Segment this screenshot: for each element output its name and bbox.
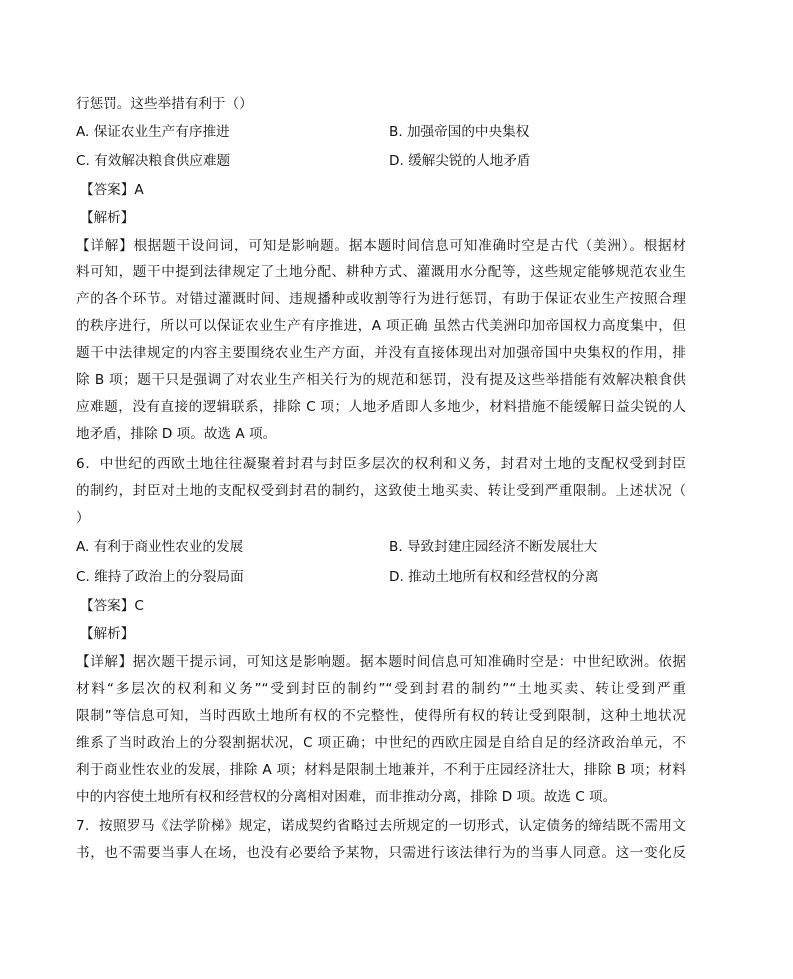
q5-answer: 【答案】A	[80, 182, 144, 198]
q6-option-a: A. 有利于商业性农业的发展	[76, 539, 244, 555]
q6-detail-line: 材料“多层次的权利和义务”“受到封臣的制约”“受到封君的制约”“土地买卖、转让受到严重	[76, 681, 686, 697]
q5-detail-line: 料可知，题干中提到法律规定了土地分配、耕种方式、灌溉用水分配等，这些规定能够规范农业生	[76, 264, 686, 280]
q5-option-a: A. 保证农业生产有序推进	[76, 124, 230, 140]
q5-option-d: D. 缓解尖锐的人地矛盾	[389, 153, 531, 169]
q6-option-d: D. 推动土地所有权和经营权的分离	[389, 569, 599, 585]
q5-detail-line: 除 B 项；题干只是强调了对农业生产相关行为的规范和惩罚，没有提及这些举措能有效解决粮食供	[76, 372, 686, 388]
q6-option-b: B. 导致封建庄园经济不断发展壮大	[389, 539, 598, 555]
q6-detail-line: 中的内容使土地所有权和经营权的分离相对困难，而非推动分离，排除 D 项。故选 C 项。	[76, 789, 617, 805]
q6-detail-line: 维系了当时政治上的分裂割据状况，C 项正确；中世纪的西欧庄园是自给自足的经济政治单元，不	[76, 735, 686, 751]
q6-detail-line: 限制”等信息可知，当时西欧土地所有权的不完整性，使得所有权的转让受到限制，这种土地状况	[76, 708, 686, 724]
q5-analysis-title: 【解析】	[80, 210, 135, 226]
q7-stem-line: 书，也不需要当事人在场，也没有必要给予某物，只需进行该法律行为的当事人同意。这一变化反	[76, 845, 686, 861]
q5-detail-line: 产的各个环节。对错过灌溉时间、违规播种或收割等行为进行惩罚，有助于保证农业生产按照合理	[76, 291, 686, 307]
q5-detail-line: 题干中法律规定的内容主要围绕农业生产方面，并没有直接体现出对加强帝国中央集权的作用，排	[76, 345, 686, 361]
q6-stem-line: 6．中世纪的西欧土地往往凝聚着封君与封臣多层次的权利和义务，封君对土地的支配权受到封臣	[76, 456, 686, 472]
q5-stem-end: 行惩罚。这些举措有利于（）	[76, 96, 253, 112]
q6-stem-line: ）	[76, 510, 90, 526]
q7-stem-line: 7．按照罗马《法学阶梯》规定，诺成契约省略过去所规定的一切形式，认定债务的缔结既不需用文	[76, 818, 686, 834]
q5-option-b: B. 加强帝国的中央集权	[389, 124, 530, 140]
q5-detail-line: 的秩序进行，所以可以保证农业生产有序推进，A 项正确 虽然古代美洲印加帝国权力高度集中，但	[76, 318, 686, 334]
q6-detail-line: 【详解】据次题干提示词，可知这是影响题。据本题时间信息可知准确时空是：中世纪欧洲。依据	[76, 654, 686, 670]
q5-option-c: C. 有效解决粮食供应难题	[76, 153, 231, 169]
q6-answer: 【答案】C	[80, 598, 144, 614]
q5-detail-line: 【详解】根据题干设问词，可知是影响题。据本题时间信息可知准确时空是古代（美洲）。根据材	[76, 238, 686, 254]
q6-option-c: C. 维持了政治上的分裂局面	[76, 569, 244, 585]
q6-detail-line: 利于商业性农业的发展，排除 A 项；材料是限制土地兼并，不利于庄园经济壮大，排除 B 项；材料	[76, 762, 686, 778]
q6-analysis-title: 【解析】	[80, 626, 135, 642]
q5-detail-line: 应难题，没有直接的逻辑联系，排除 C 项；人地矛盾即人多地少，材料措施不能缓解日益尖锐的人	[76, 399, 686, 415]
q5-detail-line: 地矛盾，排除 D 项。故选 A 项。	[76, 426, 277, 442]
q6-stem-line: 的制约，封臣对土地的支配权受到封君的制约，这致使土地买卖、转让受到严重限制。上述状况（	[76, 483, 686, 499]
